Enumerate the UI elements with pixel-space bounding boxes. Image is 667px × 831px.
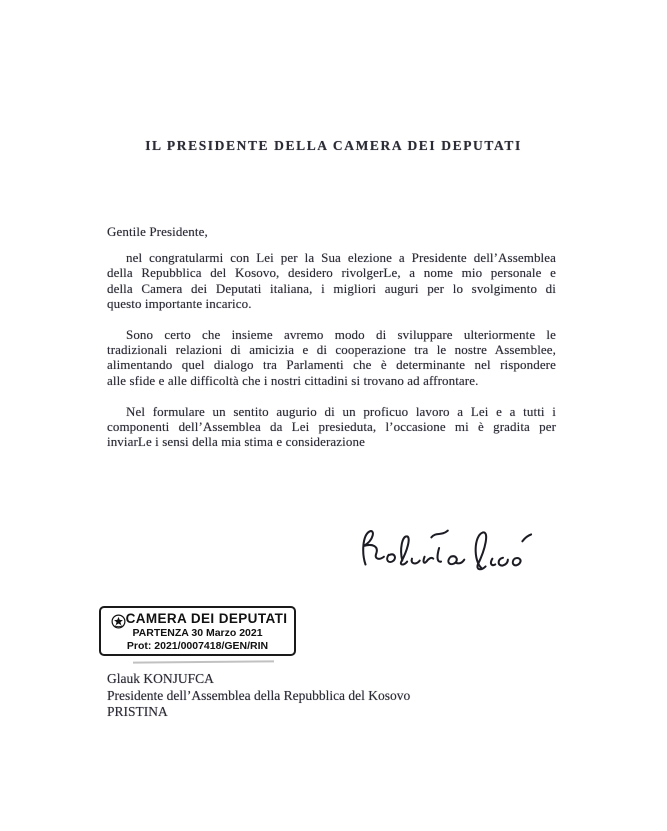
letter-line: inviarLe i sensi della mia stima e considerazione [107, 434, 365, 450]
recipient-name: Glauk KONJUFCA [107, 671, 214, 686]
salutation: Gentile Presidente, [107, 224, 208, 239]
handwritten-signature-roberto-fico [350, 518, 534, 580]
letter-line: della Repubblica del Kosovo, desidero rivolgerLe, a nome mio personale e [107, 265, 556, 281]
stamp-date: PARTENZA 30 Marzo 2021 [132, 627, 263, 639]
letter-line: della Camera dei Deputati italiana, i migliori auguri per lo svolgimento di [107, 280, 556, 296]
letter-line: alle sfide e alle difficoltà che i nostri cittadini si trovano ad affrontare. [107, 372, 479, 388]
italy-emblem-icon [111, 614, 126, 629]
stamp-impression-line [133, 660, 274, 663]
letter-paragraph-3 [107, 404, 556, 450]
letter-line: componenti dell’Assemblea da Lei presieduta, l’occasione mi è gradita per [107, 419, 556, 435]
letter-line: Nel formulare un sentito augurio di un proficuo lavoro a Lei e a tutti i [126, 403, 556, 419]
stamp-title: CAMERA DEI DEPUTATI [125, 611, 288, 626]
letterhead-title: IL PRESIDENTE DELLA CAMERA DEI DEPUTATI [145, 138, 522, 153]
letter-line: nel congratularmi con Lei per la Sua elezione a Presidente dell’Assemblea [126, 250, 556, 266]
letter-line: questo importante incarico. [107, 295, 252, 311]
letter-line: tradizionali relazioni di amicizia e di cooperazione tra le nostre Assemblee, [107, 342, 556, 358]
letter-body [107, 224, 556, 449]
protocol-stamp [99, 606, 296, 656]
letter-line: Sono certo che insieme avremo modo di sviluppare ulteriormente le [126, 327, 556, 343]
recipient-title: Presidente dell’Assemblea della Repubblica del Kosovo [107, 687, 411, 703]
recipient-block [107, 671, 410, 721]
stamp-protocol: Prot: 2021/0007418/GEN/RIN [126, 640, 269, 652]
letter-line: alimentando quel dialogo tra Parlamenti che è determinante nel rispondere [107, 357, 556, 373]
letter-paragraph-1 [107, 250, 556, 311]
letter-paragraph-2 [107, 327, 556, 388]
recipient-city: PRISTINA [107, 704, 168, 719]
